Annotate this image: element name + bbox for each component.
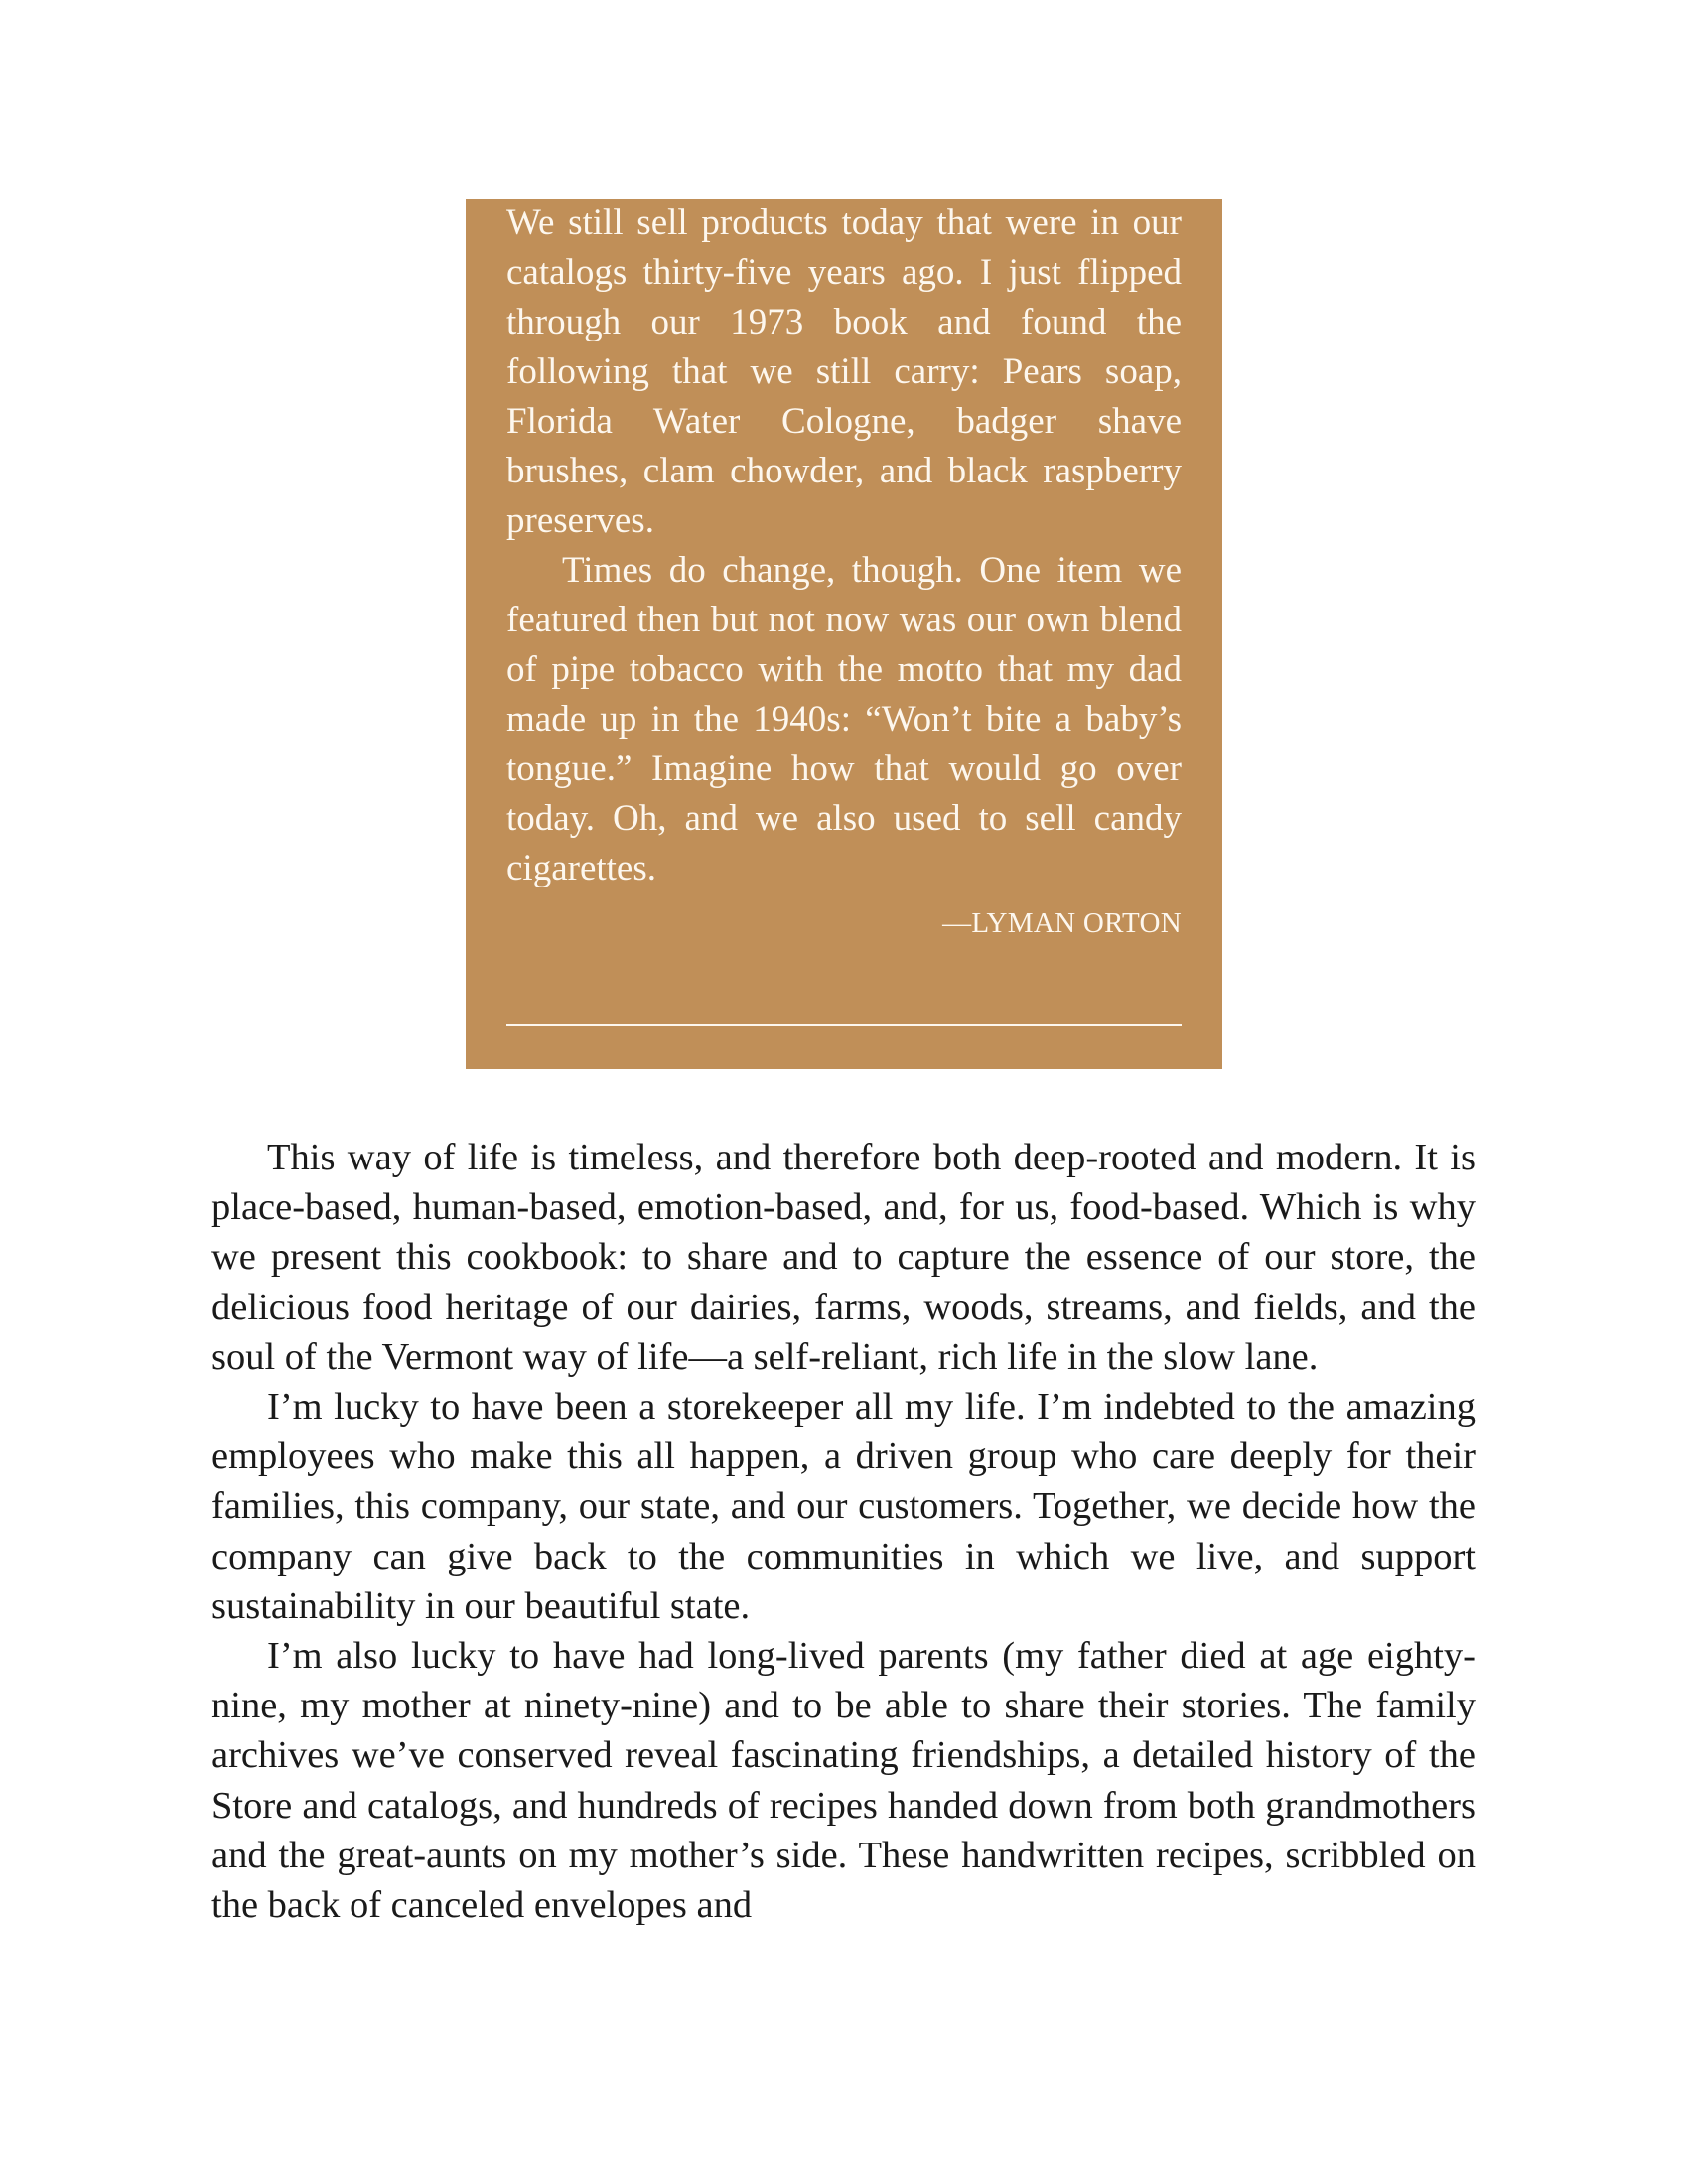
sidebar-paragraph: Times do change, though. One item we featured then but not now was our own blend of pipe tobacco with the motto that my dad made up in the 1940s: “Won’t bite a baby’s tongue.” Imagine how that would go over today. Oh, and we also used to sell candy cigarettes. — [506, 550, 1182, 888]
main-body-text — [211, 1133, 1476, 1930]
body-paragraph: I’m lucky to have been a storekeeper all my life. I’m indebted to the amazing employees who make this all happen, a driven group who care deeply for their families, this company, our state, and our customers. Together, we decide how the company can give back to the communities in which we live, and support sustainability in our beautiful state. — [211, 1386, 1476, 1627]
body-paragraph: I’m also lucky to have had long-lived parents (my father died at age eighty-nine, my mother at ninety-nine) and to be able to share their stories. The family archives we’ve conserved reveal fascinating friendships, a detailed history of the Store and catalogs, and hundreds of recipes handed down from both grandmothers and the great-aunts on my mother’s side. These handwritten recipes, scribbled on the back of canceled envelopes and — [211, 1635, 1476, 1927]
sidebar-attribution: —LYMAN ORTON — [942, 907, 1182, 939]
sidebar-quote-box — [466, 199, 1222, 1069]
sidebar-divider — [506, 1024, 1182, 1026]
sidebar-paragraph: We still sell products today that were in our catalogs thirty-five years ago. I just flipped through our 1973 book and found the following that we still carry: Pears soap, Florida Water Cologne, badger shave brushes, clam chowder, and black raspberry preserves. — [506, 203, 1182, 541]
body-paragraph: This way of life is timeless, and therefore both deep-rooted and modern. It is place-based, human-based, emotion-based, and, for us, food-based. Which is why we present this cookbook: to share and to capture the essence of our store, the delicious food heritage of our dairies, farms, woods, streams, and fields, and the soul of the Vermont way of life—a self-reliant, rich life in the slow lane. — [211, 1137, 1476, 1378]
